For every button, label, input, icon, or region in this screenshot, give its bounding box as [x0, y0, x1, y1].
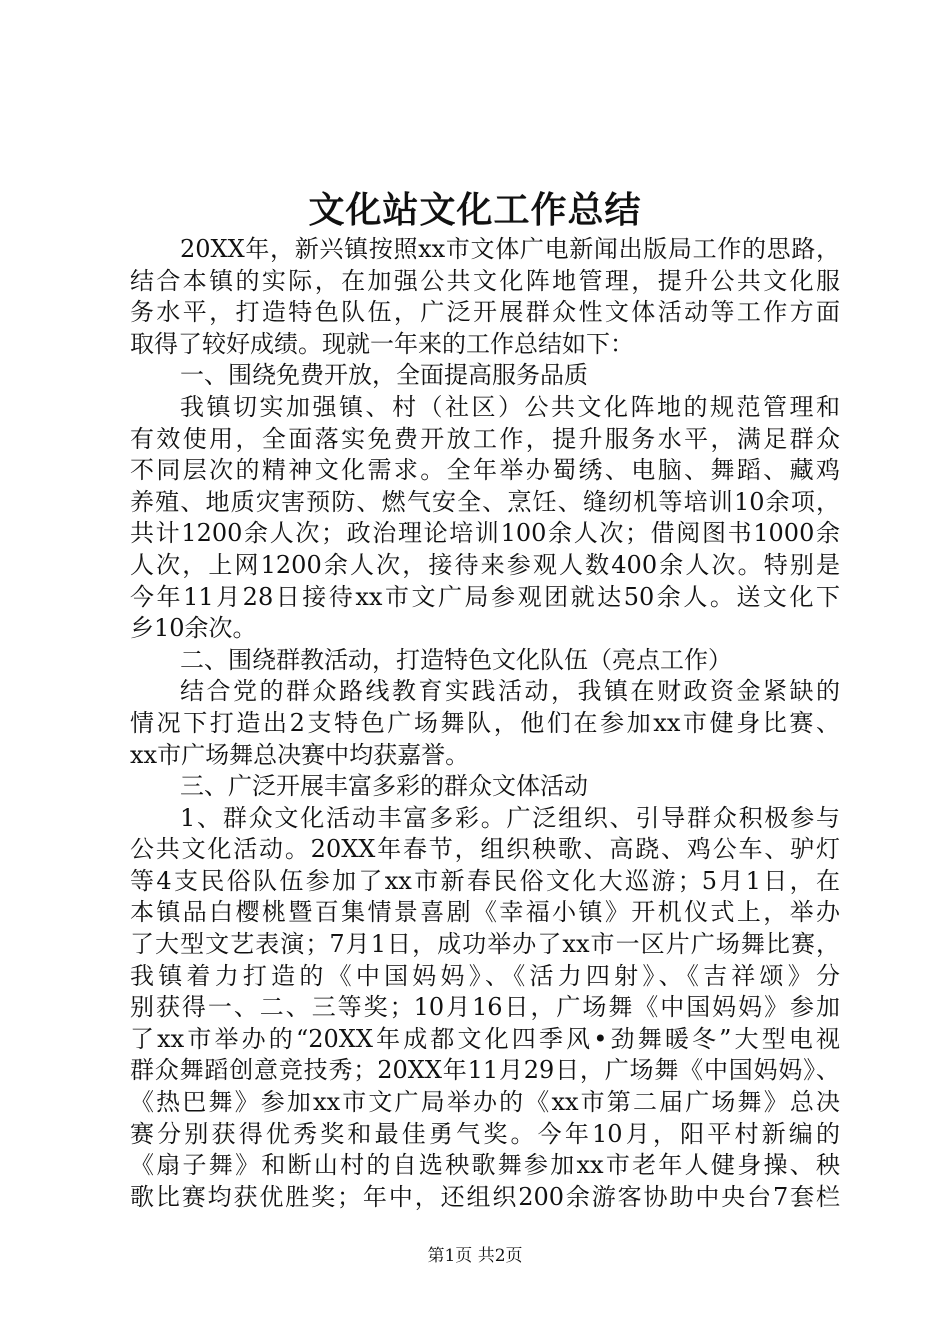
paragraph-line: 别获得一、二、三等奖；10月16日，广场舞《中国妈妈》参加 — [130, 993, 840, 1022]
paragraph-line: 结合本镇的实际，在加强公共文化阵地管理，提升公共文化服 — [130, 266, 840, 295]
paragraph-line: 《扇子舞》和断山村的自选秧歌舞参加xx市老年人健身操、秧 — [130, 1151, 840, 1180]
paragraph-line: 乡10余次。 — [130, 614, 257, 643]
paragraph-line: 我镇着力打造的《中国妈妈》、《活力四射》、《吉祥颂》分 — [130, 961, 840, 990]
paragraph-line: 取得了较好成绩。现就一年来的工作总结如下： — [130, 329, 634, 358]
paragraph-line: 养殖、地质灾害预防、燃气安全、烹饪、缝纫机等培训10余项， — [130, 487, 840, 516]
paragraph-line: 1、群众文化活动丰富多彩。广泛组织、引导群众积极参与 — [180, 803, 840, 832]
document-title: 文化站文化工作总结 — [308, 189, 642, 231]
paragraph-line: xx市广场舞总决赛中均获嘉誉。 — [130, 740, 470, 769]
paragraph-line: 共计1200余人次；政治理论培训100余人次；借阅图书1000余 — [130, 519, 840, 548]
paragraph-line: 情况下打造出2支特色广场舞队，他们在参加xx市健身比赛、 — [130, 708, 840, 737]
paragraph-line: 《热巴舞》参加xx市文广局举办的《xx市第二届广场舞》总决 — [130, 1088, 840, 1117]
section-heading: 三、广泛开展丰富多彩的群众文体活动 — [180, 772, 588, 801]
paragraph-line: 等4支民俗队伍参加了xx市新春民俗文化大巡游；5月1日，在 — [130, 866, 840, 895]
paragraph-line: 务水平，打造特色队伍，广泛开展群众性文体活动等工作方面 — [130, 298, 840, 327]
paragraph-line: 结合党的群众路线教育实践活动，我镇在财政资金紧缺的 — [180, 677, 840, 706]
section-heading: 一、围绕免费开放，全面提高服务品质 — [180, 361, 588, 390]
paragraph-line: 了大型文艺表演；7月1日，成功举办了xx市一区片广场舞比赛， — [130, 930, 840, 959]
paragraph-line: 本镇品白樱桃暨百集情景喜剧《幸福小镇》开机仪式上，举办 — [130, 898, 840, 927]
section-heading: 二、围绕群教活动，打造特色文化队伍（亮点工作） — [180, 645, 732, 674]
paragraph-line: 赛分别获得优秀奖和最佳勇气奖。今年10月，阳平村新编的 — [130, 1119, 840, 1148]
paragraph-line: 歌比赛均获优胜奖；年中，还组织200余游客协助中央台7套栏 — [130, 1182, 840, 1211]
paragraph-line: 群众舞蹈创意竞技秀；20XX年11月29日，广场舞《中国妈妈》、 — [130, 1056, 840, 1085]
paragraph-line: 人次，上网1200余人次，接待来参观人数400余人次。特别是 — [130, 550, 840, 579]
page-footer: 第1页 共2页 — [427, 1246, 523, 1266]
paragraph-line: 有效使用，全面落实免费开放工作，提升服务水平，满足群众 — [130, 424, 840, 453]
paragraph-line: 公共文化活动。20XX年春节，组织秧歌、高跷、鸡公车、驴灯 — [130, 835, 840, 864]
paragraph-line: 20XX年，新兴镇按照xx市文体广电新闻出版局工作的思路， — [180, 235, 840, 263]
paragraph-line: 我镇切实加强镇、村（社区）公共文化阵地的规范管理和 — [180, 392, 840, 421]
paragraph-line: 了xx市举办的“20XX年成都文化四季风•劲舞暖冬”大型电视 — [130, 1024, 840, 1053]
document-body — [130, 234, 840, 1213]
paragraph-line: 不同层次的精神文化需求。全年举办蜀绣、电脑、舞蹈、藏鸡 — [130, 456, 840, 485]
paragraph-line: 今年11月28日接待xx市文广局参观团就达50余人。送文化下 — [130, 582, 840, 611]
